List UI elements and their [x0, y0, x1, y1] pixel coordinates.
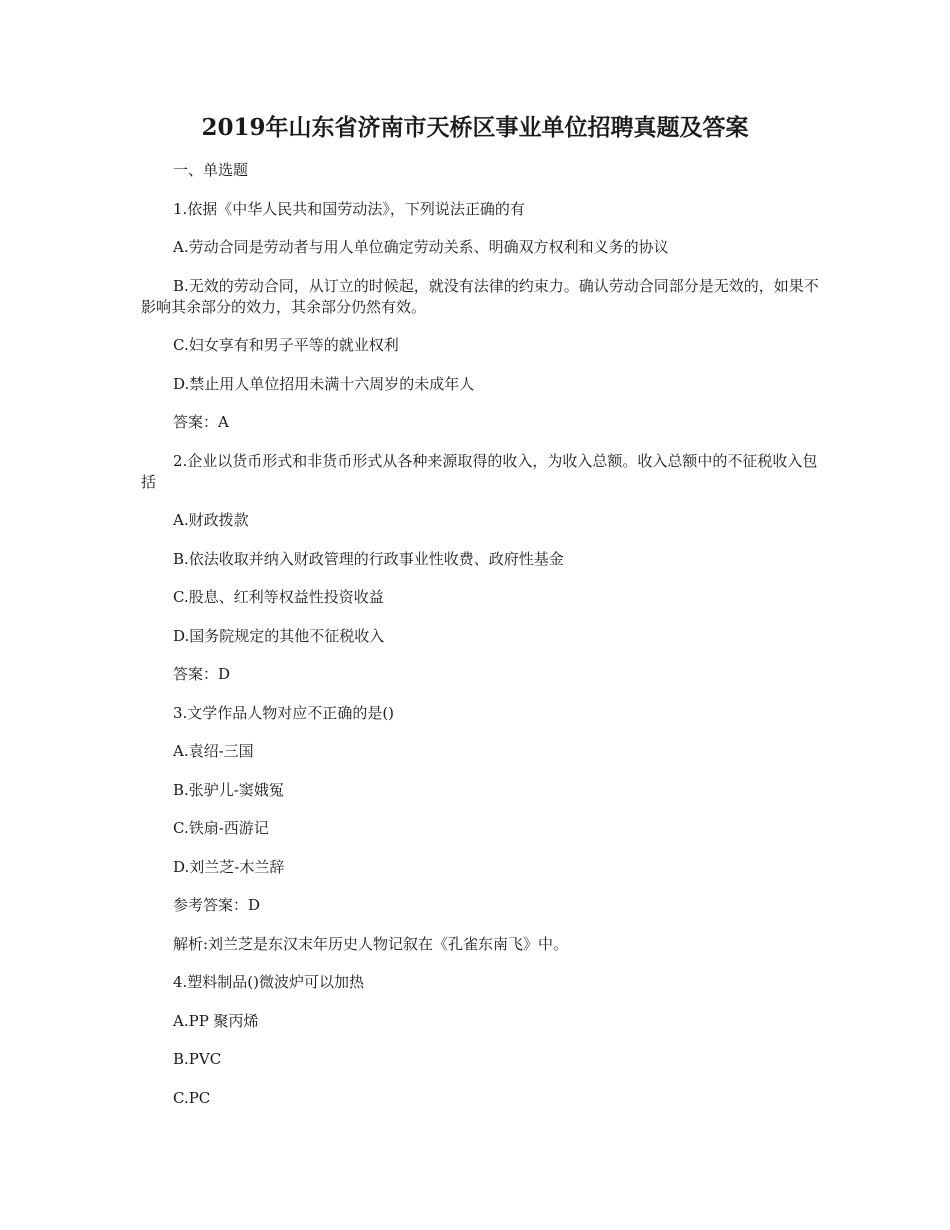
- question-option: D.禁止用人单位招用未满十六周岁的未成年人: [173, 374, 475, 393]
- question-option: C.铁扇-西游记: [173, 819, 269, 837]
- question-analysis: 解析:刘兰芝是东汉末年历史人物记叙在《孔雀东南飞》中。: [173, 934, 569, 953]
- question-option: A.PP 聚丙烯: [173, 1011, 259, 1030]
- question-option: A.袁绍-三国: [173, 742, 254, 760]
- question-option: B.依法收取并纳入财政管理的行政事业性收费、政府性基金: [173, 549, 564, 568]
- section-heading: 一、单选题: [173, 161, 249, 179]
- question-stem: 2.企业以货币形式和非货币形式从各种来源取得的收入，为收入总额。收入总额中的不征税收入包括: [141, 451, 818, 491]
- question-option: C.妇女享有和男子平等的就业权利: [173, 336, 399, 354]
- question-stem: 3.文学作品人物对应不正确的是(): [173, 703, 395, 722]
- question-option: D.国务院规定的其他不征税收入: [173, 626, 385, 645]
- question-option: B.PVC: [173, 1050, 222, 1068]
- question-option: C.股息、红利等权益性投资收益: [173, 588, 384, 606]
- document-title: 2019年山东省济南市天桥区事业单位招聘真题及答案: [201, 114, 749, 141]
- question-option: B.张驴儿-窦娥冤: [173, 780, 284, 799]
- question-answer: 答案：A: [173, 413, 229, 431]
- question-option: A.劳动合同是劳动者与用人单位确定劳动关系、明确双方权利和义务的协议: [173, 238, 669, 256]
- question-answer: 参考答案：D: [173, 896, 261, 914]
- question-option: D.刘兰芝-木兰辞: [173, 857, 285, 876]
- question-answer: 答案：D: [173, 665, 231, 683]
- question-stem: 1.依据《中华人民共和国劳动法》，下列说法正确的有: [173, 199, 525, 218]
- question-option: B.无效的劳动合同，从订立的时候起，就没有法律的约束力。确认劳动合同部分是无效的，如果不影响其余部分的效力，其余部分仍然有效。: [141, 276, 819, 316]
- question-option: A.财政拨款: [173, 511, 249, 529]
- document-body: [141, 160, 821, 1126]
- question-option: C.PC: [173, 1088, 211, 1107]
- question-stem: 4.塑料制品()微波炉可以加热: [173, 973, 365, 991]
